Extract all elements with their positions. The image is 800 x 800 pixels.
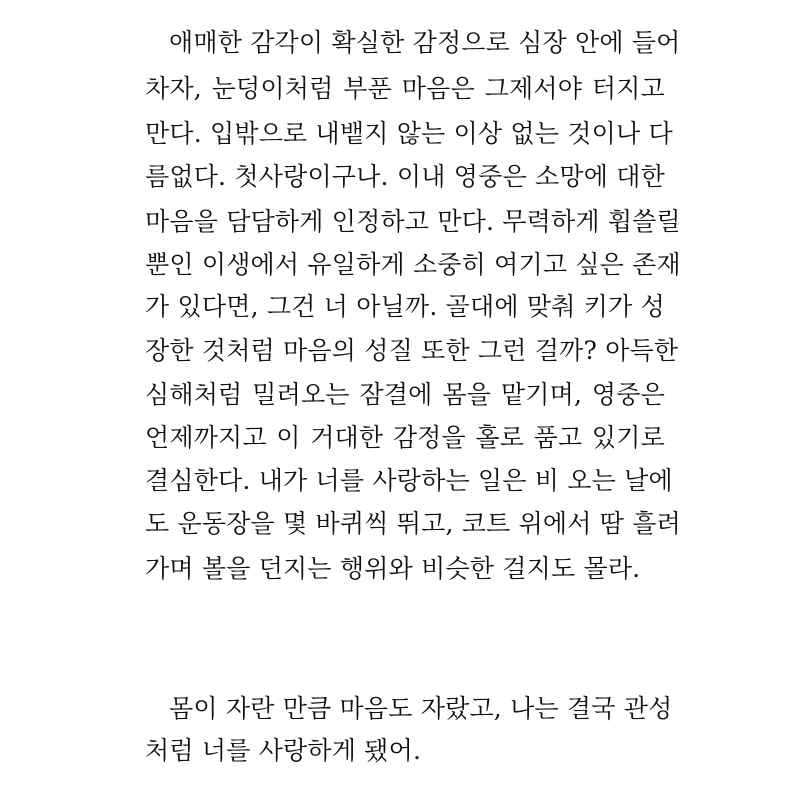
text-line: 장한 것처럼 마음의 성질 또한 그런 걸까? 아득한 <box>145 336 679 365</box>
text-line: 처럼 너를 사랑하게 됐어. <box>145 736 422 765</box>
text-line: 름없다. 첫사랑이구나. 이내 영중은 소망에 대한 <box>145 162 665 191</box>
text-line: 가며 볼을 던지는 행위와 비슷한 걸지도 몰라. <box>145 554 641 583</box>
text-line: 결심한다. 내가 너를 사랑하는 일은 비 오는 날에 <box>145 466 673 495</box>
text-line: 애매한 감각이 확실한 감정으로 심장 안에 들어 <box>169 28 681 57</box>
text-line: 심해처럼 밀려오는 잠결에 몸을 맡기며, 영중은 <box>145 380 665 409</box>
text-line: 도 운동장을 몇 바퀴씩 뛰고, 코트 위에서 땀 흘려 <box>145 509 681 538</box>
text-line: 언제까지고 이 거대한 감정을 홀로 품고 있기로 <box>145 423 665 452</box>
text-line: 뿐인 이생에서 유일하게 소중히 여기고 싶은 존재 <box>145 250 681 279</box>
text-line: 몸이 자란 만큼 마음도 자랐고, 나는 결국 관성 <box>169 694 673 723</box>
text-line: 만다. 입밖으로 내뱉지 않는 이상 없는 것이나 다 <box>145 119 673 148</box>
text-line: 마음을 담담하게 인정하고 만다. 무력하게 휩쓸릴 <box>145 207 681 236</box>
text-line: 가 있다면, 그건 너 아닐까. 골대에 맞춰 키가 성 <box>145 292 665 321</box>
text-line: 차자, 눈덩이처럼 부푼 마음은 그제서야 터지고 <box>145 74 665 103</box>
